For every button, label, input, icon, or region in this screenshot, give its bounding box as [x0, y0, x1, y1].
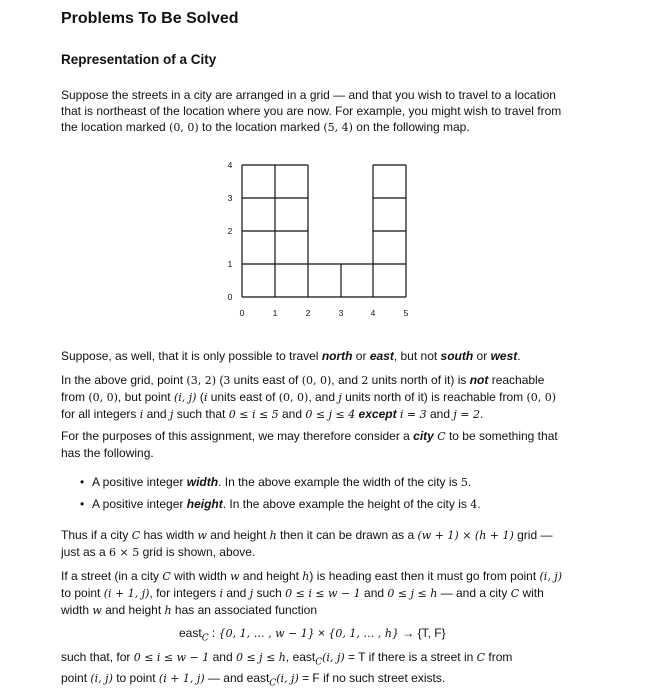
- y-tick-2: 2: [227, 226, 233, 236]
- intro-paragraph: Suppose the streets in a city are arranged in a grid — and that you wish to travel to a location that is northeast of the location where you are now. For example, you might wish to travel from the location marked (0, 0) to the location marked (5, 4) on the following map.: [61, 88, 562, 134]
- page-title: Problems To Be Solved: [61, 10, 239, 27]
- city-definition-paragraph: For the purposes of this assignment, we may therefore consider a city C to be something that has the following.: [61, 429, 558, 460]
- y-tick-0: 0: [227, 292, 233, 302]
- x-tick-2: 2: [305, 308, 311, 318]
- x-tick-3: 3: [338, 308, 344, 318]
- x-tick-0: 0: [239, 308, 245, 318]
- city-grid-map: [61, 0, 581, 330]
- reachability-paragraph: In the above grid, point (3, 2) (3 units east of (0, 0), and 2 units north of it) is not reachable from (0, 0), but point (i, j) (i units east of (0, 0), and j units north of it) is reachable from (0, 0) for all integers i and j such that 0 ≤ i ≤ 5 and 0 ≤ j ≤ 4 except i = 3 and j = 2.: [61, 373, 557, 421]
- y-tick-1: 1: [227, 259, 233, 269]
- y-tick-3: 3: [227, 193, 233, 203]
- east-function-definition: east$_C$ : {0, 1, … , w − 1} × {0, 1, … , h} → {T, F}: [179, 626, 446, 644]
- list-item-height: • A positive integer height. In the above example the height of the city is 4.: [80, 497, 481, 511]
- list-item-width: • A positive integer width. In the above example the width of the city is 5.: [80, 475, 472, 489]
- x-tick-4: 4: [370, 308, 376, 318]
- travel-paragraph: Suppose, as well, that it is only possible to travel north or east, but not south or west.: [61, 349, 521, 363]
- x-tick-1: 1: [272, 308, 278, 318]
- section-heading: Representation of a City: [61, 52, 217, 67]
- function-semantics-paragraph: such that, for 0 ≤ i ≤ w − 1 and 0 ≤ j ≤ h, east$_C$(i, j) = T if there is a street in C from point (i, j) to point (i + 1, j) — and east$_C$(i, j) = F if no such street exists.: [61, 650, 513, 689]
- city-properties-list: [61, 474, 581, 518]
- grid-size-paragraph: Thus if a city C has width w and height h then it can be drawn as a (w + 1) × (h + 1) grid — just as a 6 × 5 grid is shown, above.: [61, 528, 553, 559]
- x-tick-5: 5: [403, 308, 409, 318]
- street-paragraph: If a street (in a city C with width w and height h) is heading east then it must go from point (i, j) to point (i + 1, j), for integers i and j such 0 ≤ i ≤ w − 1 and 0 ≤ j ≤ h — and a city C with width w and height h has an associated function: [61, 569, 563, 617]
- y-tick-4: 4: [227, 160, 233, 170]
